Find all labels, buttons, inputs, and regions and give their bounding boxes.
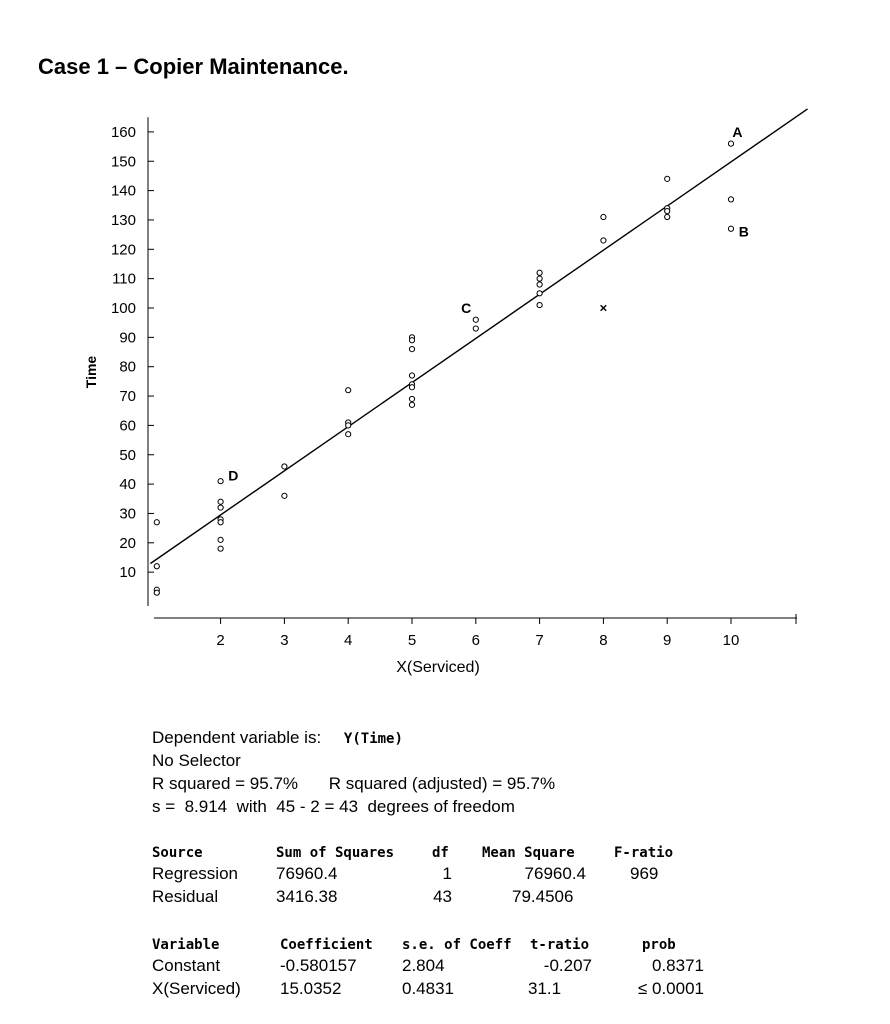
coef-header-variable: Variable xyxy=(152,937,220,953)
annotation-b: B xyxy=(738,223,749,240)
data-point xyxy=(409,338,414,343)
anova-header-f: F-ratio xyxy=(614,845,674,861)
regression-line xyxy=(150,109,807,564)
coef-header-coefficient: Coefficient xyxy=(280,937,373,953)
data-point xyxy=(218,546,223,551)
coef-constant-variable: Constant xyxy=(152,956,221,975)
data-point xyxy=(154,590,159,595)
data-point xyxy=(409,346,414,351)
data-point xyxy=(346,432,351,437)
page-title: Case 1 – Copier Maintenance. xyxy=(38,54,349,79)
coef-serviced-variable: X(Serviced) xyxy=(152,979,241,998)
data-point xyxy=(665,214,670,219)
data-point xyxy=(154,564,159,569)
data-point xyxy=(409,373,414,378)
data-point xyxy=(346,388,351,393)
y-tick-label: 160 xyxy=(110,123,136,141)
data-point xyxy=(728,226,733,231)
anova-table xyxy=(152,840,752,910)
x-tick-label: 3 xyxy=(280,632,289,649)
data-point xyxy=(218,479,223,484)
anova-regression-source: Regression xyxy=(152,864,238,883)
y-tick-label: 110 xyxy=(112,270,136,288)
axes xyxy=(111,117,797,649)
r-squared-adjusted: R squared (adjusted) = 95.7% xyxy=(328,774,556,793)
regression-summary xyxy=(152,726,712,826)
data-point xyxy=(218,505,223,510)
x-tick-label: 10 xyxy=(722,632,740,649)
selector-text: No Selector xyxy=(152,751,241,770)
x-tick-label: 9 xyxy=(663,632,672,649)
data-point xyxy=(665,176,670,181)
data-point xyxy=(537,302,542,307)
anova-residual-ss: 3416.38 xyxy=(276,887,338,906)
anova-regression-ss: 76960.4 xyxy=(276,864,338,883)
y-axis-label: Time xyxy=(83,355,99,389)
data-point xyxy=(409,385,414,390)
coef-serviced-t: 31.1 xyxy=(528,979,562,998)
data-point xyxy=(409,396,414,401)
x-tick-label: 8 xyxy=(599,632,608,649)
anova-residual-ms: 79.4506 xyxy=(512,887,574,906)
marks xyxy=(150,109,807,595)
data-point xyxy=(282,464,287,469)
data-point xyxy=(728,141,733,146)
coef-serviced-prob: ≤ 0.0001 xyxy=(637,979,704,998)
x-tick-label: 7 xyxy=(535,632,544,649)
data-point xyxy=(473,317,478,322)
annotation-c: C xyxy=(461,300,472,316)
anova-residual-df: 43 xyxy=(433,887,452,906)
data-point xyxy=(218,499,223,504)
anova-header-ms: Mean Square xyxy=(482,845,575,861)
y-tick-label: 100 xyxy=(110,300,136,317)
x-tick-label: 2 xyxy=(216,632,225,649)
coef-serviced-se: 0.4831 xyxy=(402,979,454,998)
y-tick-label: 10 xyxy=(119,564,136,582)
coef-header-prob: prob xyxy=(642,937,676,953)
data-point xyxy=(665,209,670,214)
s-line: s = 8.914 with 45 - 2 = 43 degrees of freedom xyxy=(152,797,515,816)
y-tick-label: 60 xyxy=(119,417,136,435)
x-axis-label: X(Serviced) xyxy=(396,659,480,676)
y-tick-label: 30 xyxy=(119,505,136,523)
x-tick-label: 5 xyxy=(407,632,417,649)
data-point xyxy=(409,402,414,407)
coef-constant-t: -0.207 xyxy=(543,956,592,975)
coef-constant-prob: 0.8371 xyxy=(652,956,704,975)
x-tick-label: 6 xyxy=(471,632,480,649)
y-tick-label: 90 xyxy=(119,329,136,347)
data-point xyxy=(601,214,606,219)
coef-header-t: t-ratio xyxy=(530,937,590,953)
y-tick-label: 150 xyxy=(110,153,136,171)
data-point xyxy=(601,238,606,243)
y-tick-label: 140 xyxy=(110,182,136,200)
anova-header-df: df xyxy=(432,845,449,861)
anova-regression-ms: 76960.4 xyxy=(524,864,586,883)
data-point xyxy=(537,291,542,296)
y-tick-label: 80 xyxy=(119,358,136,376)
coef-constant-se: 2.804 xyxy=(402,956,445,975)
y-tick-label: 130 xyxy=(110,211,136,229)
coef-serviced-coefficient: 15.0352 xyxy=(280,979,342,998)
y-tick-label: 70 xyxy=(119,388,136,406)
data-point-cross xyxy=(601,305,607,311)
coefficient-table xyxy=(152,932,752,1004)
data-point xyxy=(218,537,223,542)
y-tick-label: 20 xyxy=(119,534,136,552)
data-point xyxy=(537,282,542,287)
coef-constant-coefficient: -0.580157 xyxy=(280,956,357,975)
y-tick-label: 50 xyxy=(119,446,136,464)
data-point xyxy=(154,520,159,525)
coef-header-se: s.e. of Coeff xyxy=(402,937,512,953)
data-point xyxy=(282,493,287,498)
dependent-label: Dependent variable is: xyxy=(152,728,322,747)
x-tick-label: 4 xyxy=(344,632,353,649)
data-point xyxy=(346,423,351,428)
annotation-d: D xyxy=(228,467,239,484)
annotation-a: A xyxy=(732,123,743,140)
dependent-value: Y(Time) xyxy=(343,731,403,747)
data-point xyxy=(537,270,542,275)
y-tick-label: 40 xyxy=(119,476,136,494)
r-squared: R squared = 95.7% xyxy=(152,774,299,793)
anova-header-source: Source xyxy=(152,845,203,861)
data-point xyxy=(537,276,542,281)
anova-residual-source: Residual xyxy=(152,887,219,906)
anova-header-ss: Sum of Squares xyxy=(276,845,395,861)
anova-regression-df: 1 xyxy=(442,864,452,883)
data-point xyxy=(728,197,733,202)
y-tick-label: 120 xyxy=(110,241,136,259)
data-point xyxy=(218,520,223,525)
anova-regression-f: 969 xyxy=(630,864,659,883)
data-point xyxy=(473,326,478,331)
